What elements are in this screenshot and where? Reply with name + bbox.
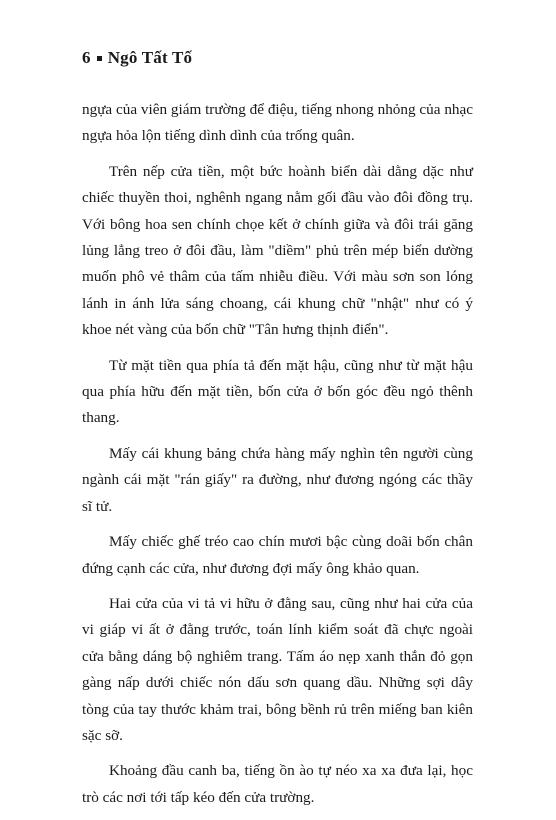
paragraph: Mấy cái khung bảng chứa hàng mấy nghìn tên người cùng ngành cái mặt "rán giấy" ra đường, như đương ngóng các thầy sĩ tử. xyxy=(82,444,473,515)
paragraph: Hai cửa của vi tả vi hữu ở đằng sau, cũng như hai cửa của vi giáp vi ất ở đằng trước, toán lính kiểm soát đã chực ngoài cửa bằng dáng bộ nghiêm trang. Tấm áo nẹp xanh thắn đỏ gọn gàng nấp dưới chiếc nón dấu sơn quang dầu. Những sợi dây tòng của tay thước khảm trai, bông bềnh rủ trên miếng ban kiên sặc sỡ. xyxy=(82,594,473,744)
page-body xyxy=(82,97,473,820)
paragraph-continued: ngựa của viên giám trường để điệu, tiếng nhong nhỏng của nhạc ngựa hỏa lộn tiếng dình dình của trống quân. xyxy=(82,101,473,145)
page-number: 6 xyxy=(82,48,91,67)
paragraph: Khoảng đầu canh ba, tiếng ồn ào tự néo xa xa đưa lại, học trò các nơi tới tấp kéo đến cửa trường. xyxy=(82,762,473,806)
bullet-separator-icon xyxy=(97,56,102,61)
paragraph: Mấy chiếc ghế tréo cao chín mươi bậc cùng doãi bốn chân đứng cạnh các cửa, như đương đợi mấy ông khảo quan. xyxy=(82,533,473,577)
author-name: Ngô Tất Tố xyxy=(107,48,193,67)
running-header xyxy=(82,48,192,68)
paragraph: Từ mặt tiền qua phía tả đến mặt hậu, cũng như từ mặt hậu qua phía hữu đến mặt tiền, bốn cửa ở bốn góc đều ngỏ thênh thang. xyxy=(82,356,473,427)
paragraph: Trên nếp cửa tiền, một bức hoành biển dài dằng dặc như chiếc thuyền thoi, nghênh ngang nằm gối đầu vào đôi đồng trụ. Với bông hoa sen chính chọe kết ở chính giữa và đôi trái găng lủng lẳng treo ở đôi đầu, làm "diềm" phủ trên mép biển dường muốn phô vẻ thâm của tấm nhiễu điều. Với màu sơn son lóng lánh in ánh lửa sáng choang, cái khung chữ "nhật" như có ý khoe nét vàng của bốn chữ "Tân hưng thịnh điển". xyxy=(82,162,473,339)
